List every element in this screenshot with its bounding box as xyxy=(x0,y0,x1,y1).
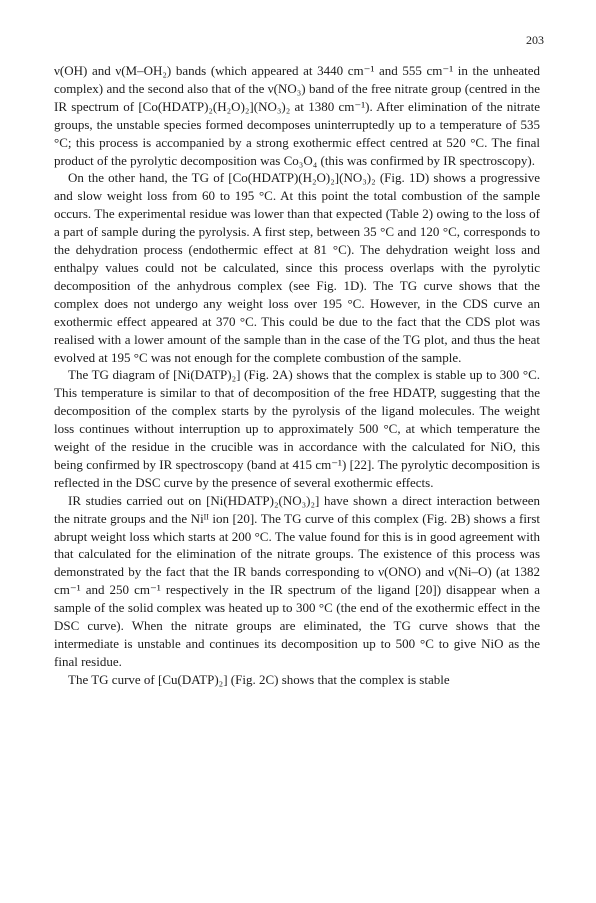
paragraph-cu-datp-tg: The TG curve of [Cu(DATP)₂] (Fig. 2C) shows that the complex is stable xyxy=(68,671,450,687)
paragraph-ni-nitrate-ir: IR studies carried out on [Ni(HDATP)₂(NO₃)₂] have shown a direct interaction between the nitrate groups and the Niᴵᴵ ion [20]. The TG curve of this complex (Fig. 2B) shows a first abrupt weight loss which starts at 200 °C. The value found for this is in good agreement with that calculated for the elimination of the nitrate groups. The existence of this process was demonstrated by the fact that the IR bands corresponding to ν(ONO) and ν(Ni–O) (at 1382 cm⁻¹ and 250 cm⁻¹ respectively in the IR spectrum of the ligand [20]) disappear when a sample of the solid complex was heated up to 300 °C (the end of the exothermic effect in the DSC curve). When the nitrate groups are eliminated, the TG curve shows that the intermediate is unstable and continues its decomposition up to 500 °C to give NiO as the final residue. xyxy=(54,492,540,669)
page-number: 203 xyxy=(526,33,544,47)
paragraph-co-nitrate-decomposition: ν(OH) and ν(M–OH₂) bands (which appeared at 3440 cm⁻¹ and 555 cm⁻¹ in the unheated complex) and the second also that of the ν(NO₃) band of the free nitrate group (centred in the IR spectrum of [Co(HDATP)₂(H₂O)₂](NO₃)₂ at 1380 cm⁻¹). After elimination of the nitrate groups, the unstable species formed decomposes uninterruptedly up to a temperature of 535 °C; this process is accompanied by a strong exothermic effect centred at 520 °C. The final product of the pyrolytic decomposition was Co₃O₄ (this was confirmed by IR spectroscopy). xyxy=(54,63,540,168)
body-text xyxy=(54,62,540,689)
paragraph-ni-datp-tg: The TG diagram of [Ni(DATP)₂] (Fig. 2A) shows that the complex is stable up to 300 °C. This temperature is similar to that of decomposition of the free HDATP, suggesting that the decomposition of the complex starts by the pyrolysis of the ligand molecules. The weight loss continues without interruption up to approximately 500 °C, at which temperature the weight of the residue in the crucible was in accordance with the calculated for NiO, this being confirmed by IR spectroscopy (band at 415 cm⁻¹) [22]. The pyrolytic decomposition is reflected in the DSC curve by the presence of several exothermic effects. xyxy=(54,367,540,490)
paragraph-co-hdatp-tg: On the other hand, the TG of [Co(HDATP)(H₂O)₂](NO₃)₂ (Fig. 1D) shows a progressive and slow weight loss from 60 to 195 °C. At this point the total combustion of the sample occurs. The experimental residue was lower than that expected (Table 2) owing to the loss of a part of sample during the pyrolysis. A first step, between 35 °C and 120 °C, corresponds to the dehydration process (endothermic effect at 81 °C). The dehydration weight loss and enthalpy values could not be calculated, since this process overlaps with the pyrolytic decomposition of the anhydrous complex (see Fig. 1D). The TG curve shows that the complex does not undergo any weight loss over 195 °C. However, in the CDS curve an exothermic effect appeared at 370 °C. This could be due to the fact that the CDS plot was realised with a lower amount of the sample than in the case of the TG plot, and thus the heat evolved at 195 °C was not enough for the complete combustion of the sample. xyxy=(54,170,540,365)
